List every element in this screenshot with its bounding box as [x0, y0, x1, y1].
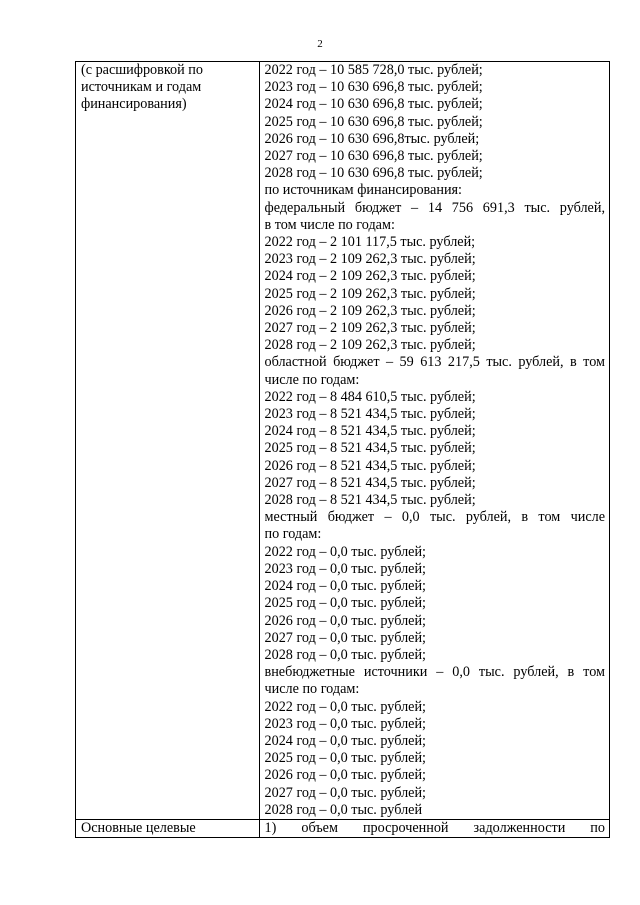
- funding-line: федеральный бюджет – 14 756 691,3 тыс. рублей,: [264, 199, 605, 216]
- funding-line: 2026 год – 0,0 тыс. рублей;: [264, 612, 426, 629]
- funding-line: 2028 год – 0,0 тыс. рублей: [264, 801, 423, 818]
- funding-line: областной бюджет – 59 613 217,5 тыс. рублей, в том: [264, 354, 605, 371]
- program-passport-table: [75, 61, 610, 838]
- funding-line: 2022 год – 10 585 728,0 тыс. рублей;: [264, 62, 483, 78]
- funding-line: 2024 год – 0,0 тыс. рублей;: [264, 732, 426, 749]
- funding-line: в том числе по годам:: [264, 216, 395, 233]
- funding-line: 2025 год – 2 109 262,3 тыс. рублей;: [264, 285, 476, 302]
- funding-line: 2024 год – 2 109 262,3 тыс. рублей;: [264, 268, 476, 285]
- funding-line: по источникам финансирования:: [264, 182, 463, 199]
- funding-line: 2025 год – 0,0 тыс. рублей;: [264, 595, 426, 612]
- funding-line: 2026 год – 2 109 262,3 тыс. рублей;: [264, 302, 476, 319]
- funding-line: 2023 год – 0,0 тыс. рублей;: [264, 715, 426, 732]
- funding-line: 2022 год – 0,0 тыс. рублей;: [264, 698, 426, 715]
- funding-line: 2027 год – 10 630 696,8 тыс. рублей;: [264, 148, 483, 165]
- funding-line: 2022 год – 0,0 тыс. рублей;: [264, 543, 426, 560]
- funding-line: 2026 год – 10 630 696,8тыс. рублей;: [264, 130, 480, 147]
- table-row: [76, 819, 610, 837]
- funding-line: 2025 год – 8 521 434,5 тыс. рублей;: [264, 440, 476, 457]
- funding-line: 2023 год – 2 109 262,3 тыс. рублей;: [264, 251, 476, 268]
- row-label-line: источникам и годам: [81, 79, 202, 96]
- table-row: [76, 62, 610, 820]
- page-number: 2: [317, 38, 323, 50]
- row-label-line: Основные целевые: [81, 819, 196, 836]
- funding-line: 2022 год – 8 484 610,5 тыс. рублей;: [264, 388, 476, 405]
- funding-line: 2024 год – 0,0 тыс. рублей;: [264, 578, 426, 595]
- funding-details-cell: [259, 62, 609, 820]
- funding-line: 2027 год – 2 109 262,3 тыс. рублей;: [264, 320, 476, 337]
- funding-line: 2027 год – 0,0 тыс. рублей;: [264, 629, 426, 646]
- row-value-line: 1) объем просроченной задолженности по: [264, 819, 605, 836]
- funding-line: 2027 год – 8 521 434,5 тыс. рублей;: [264, 474, 476, 491]
- row-label-cell: [76, 62, 260, 820]
- funding-line: 2028 год – 8 521 434,5 тыс. рублей;: [264, 492, 476, 509]
- funding-line: 2023 год – 8 521 434,5 тыс. рублей;: [264, 406, 476, 423]
- row-value-cell: [259, 819, 609, 837]
- row-label-cell: [76, 819, 260, 837]
- funding-line: 2025 год – 0,0 тыс. рублей;: [264, 750, 426, 767]
- funding-line: числе по годам:: [264, 681, 360, 698]
- funding-line: местный бюджет – 0,0 тыс. рублей, в том числе: [264, 509, 605, 526]
- funding-line: 2028 год – 2 109 262,3 тыс. рублей;: [264, 337, 476, 354]
- funding-line: 2023 год – 0,0 тыс. рублей;: [264, 560, 426, 577]
- funding-line: 2026 год – 8 521 434,5 тыс. рублей;: [264, 457, 476, 474]
- funding-line: 2028 год – 10 630 696,8 тыс. рублей;: [264, 165, 483, 182]
- funding-line: 2022 год – 2 101 117,5 тыс. рублей;: [264, 234, 476, 251]
- funding-line: по годам:: [264, 526, 322, 543]
- funding-line: 2025 год – 10 630 696,8 тыс. рублей;: [264, 113, 483, 130]
- funding-line: внебюджетные источники – 0,0 тыс. рублей, в том: [264, 664, 605, 681]
- funding-line: 2026 год – 0,0 тыс. рублей;: [264, 767, 426, 784]
- funding-line: 2028 год – 0,0 тыс. рублей;: [264, 646, 426, 663]
- funding-line: 2024 год – 8 521 434,5 тыс. рублей;: [264, 423, 476, 440]
- funding-line: 2024 год – 10 630 696,8 тыс. рублей;: [264, 96, 483, 113]
- funding-line: 2027 год – 0,0 тыс. рублей;: [264, 784, 426, 801]
- funding-line: 2023 год – 10 630 696,8 тыс. рублей;: [264, 79, 483, 96]
- funding-line: числе по годам:: [264, 371, 360, 388]
- row-label-line: финансирования): [81, 96, 187, 113]
- row-label-line: (с расшифровкой по: [81, 62, 203, 78]
